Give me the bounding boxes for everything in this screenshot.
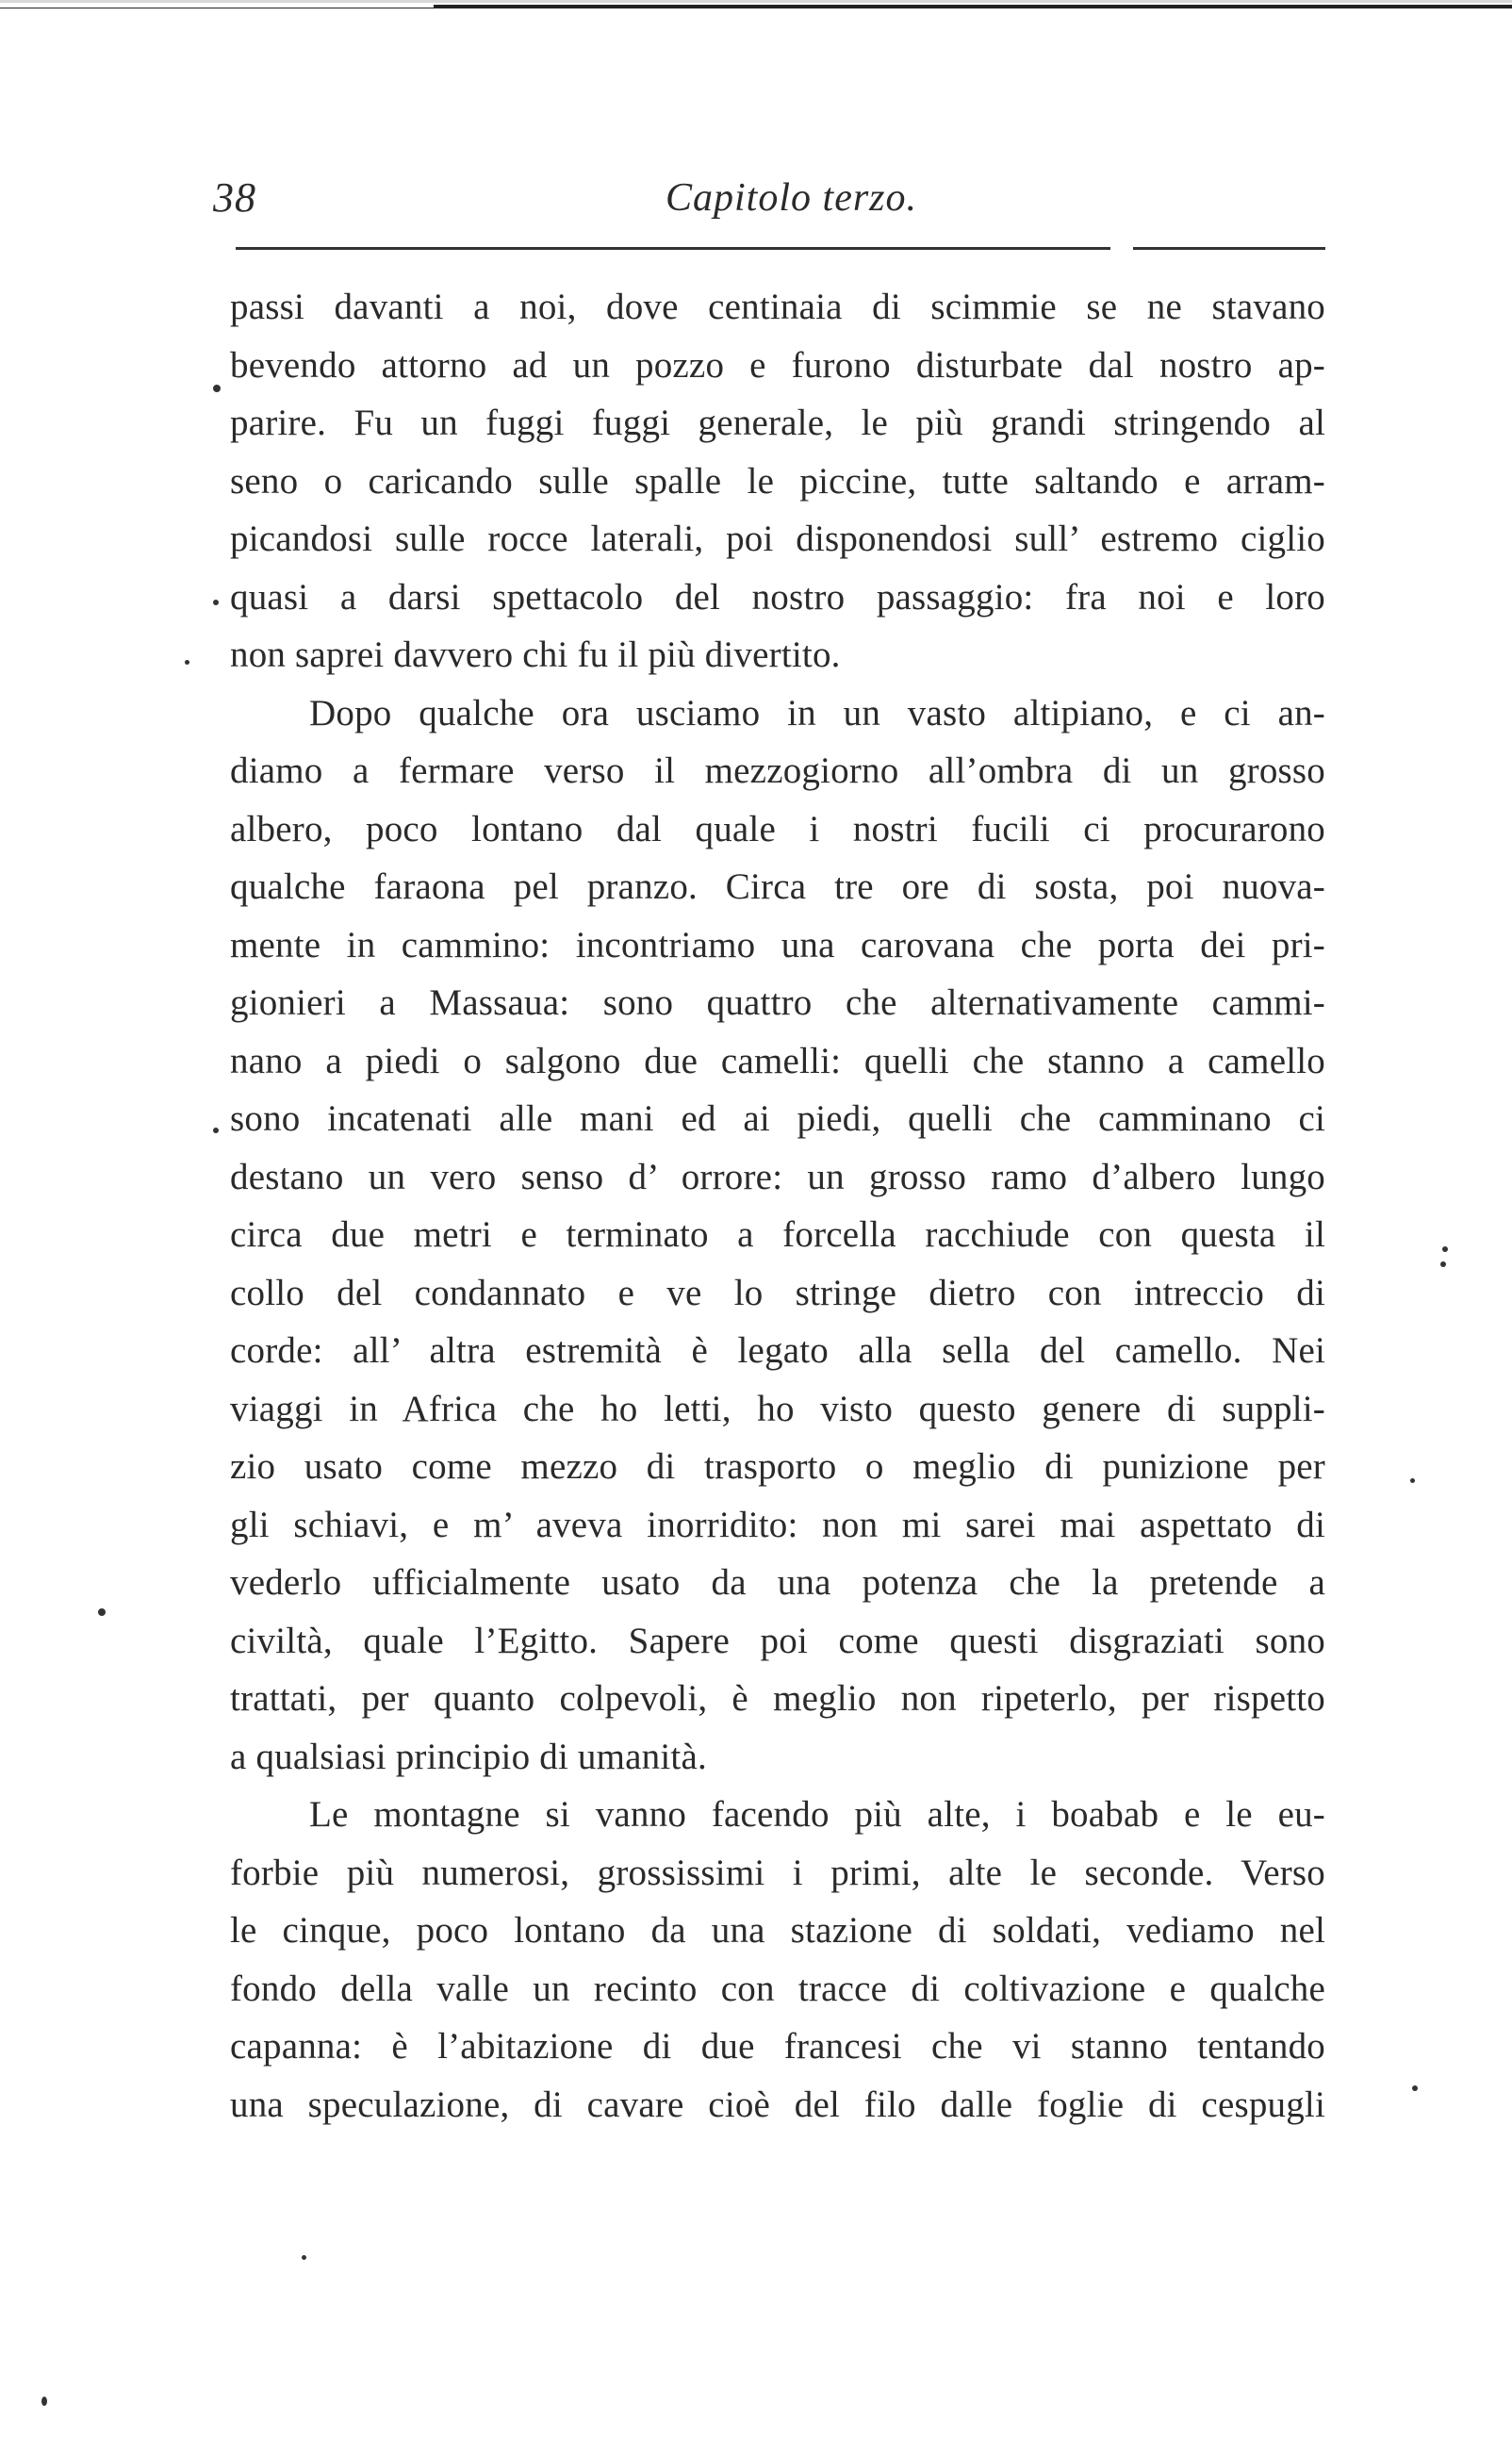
text-line: sono incatenati alle mani ed ai piedi, quelli che camminano ci <box>230 1098 1325 1139</box>
text-line: civiltà, quale l’Egitto. Sapere poi come questi disgraziati sono <box>230 1620 1325 1661</box>
text-line: trattati, per quanto colpevoli, è meglio non ripeterlo, per rispetto <box>230 1678 1325 1719</box>
scan-speck <box>1412 2085 1418 2091</box>
text-line: le cinque, poco lontano da una stazione di soldati, vediamo nel <box>230 1910 1325 1951</box>
scan-speck <box>1440 1261 1446 1267</box>
text-line: circa due metri e terminato a forcella racchiude con questa il <box>230 1214 1325 1255</box>
text-line: vederlo ufficialmente usato da una potenza che la pretende a <box>230 1562 1325 1603</box>
text-line: Le montagne si vanno facendo più alte, i boabab e le eu- <box>309 1794 1325 1835</box>
scan-speck <box>185 660 189 665</box>
text-line: viaggi in Africa che ho letti, ho visto questo genere di suppli- <box>230 1388 1325 1429</box>
scan-speck <box>1442 1246 1448 1252</box>
text-line: Dopo qualche ora usciamo in un vasto altipiano, e ci an- <box>309 692 1325 733</box>
text-line: corde: all’ altra estremità è legato alla sella del camello. Nei <box>230 1330 1325 1371</box>
text-line: collo del condannato e ve lo stringe dietro con intreccio di <box>230 1272 1325 1313</box>
running-head: Capitolo terzo. <box>666 176 918 220</box>
text-line: forbie più numerosi, grossissimi i primi, alte le seconde. Verso <box>230 1852 1325 1893</box>
text-line: a qualsiasi principio di umanità. <box>230 1736 707 1777</box>
text-line: diamo a fermare verso il mezzogiorno all’ombra di un grosso <box>230 750 1325 791</box>
scan-speck <box>98 1608 106 1616</box>
text-line: quasi a darsi spettacolo del nostro passaggio: fra noi e loro <box>230 576 1325 618</box>
text-line: gionieri a Massaua: sono quattro che alternativamente cammi- <box>230 982 1325 1023</box>
top-edge-rule-gap <box>0 5 434 8</box>
text-line: albero, poco lontano dal quale i nostri fucili ci procurarono <box>230 808 1325 849</box>
body-text <box>230 278 1325 2134</box>
scan-speck <box>41 2397 47 2406</box>
text-line: nano a piedi o salgono due camelli: quelli che stanno a camello <box>230 1040 1325 1081</box>
scan-speck <box>302 2255 306 2260</box>
header-rule-gap <box>1110 247 1133 250</box>
scan-speck <box>213 1128 219 1133</box>
page-number: 38 <box>213 174 256 221</box>
header-rule <box>236 247 1325 250</box>
text-line: bevendo attorno ad un pozzo e furono disturbate dal nostro ap- <box>230 344 1325 386</box>
text-line: passi davanti a noi, dove centinaia di scimmie se ne stavano <box>230 287 1325 327</box>
text-line: non saprei davvero chi fu il più divertito. <box>230 634 841 675</box>
text-line: picandosi sulle rocce laterali, poi disponendosi sull’ estremo ciglio <box>230 519 1325 559</box>
text-line: destano un vero senso d’ orrore: un grosso ramo d’albero lungo <box>230 1156 1325 1197</box>
text-line: fondo della valle un recinto con tracce di coltivazione e qualche <box>230 1968 1325 2009</box>
scan-speck <box>1410 1478 1415 1483</box>
text-line: una speculazione, di cavare cioè del filo dalle foglie di cespugli <box>230 2084 1325 2125</box>
text-line: gli schiavi, e m’ aveva inorridito: non mi sarei mai aspettato di <box>230 1504 1325 1545</box>
text-line: qualche faraona pel pranzo. Circa tre ore di sosta, poi nuova- <box>230 866 1325 907</box>
text-line: mente in cammino: incontriamo una carovana che porta dei pri- <box>230 924 1325 965</box>
scan-speck <box>213 385 221 392</box>
scan-speck <box>213 600 219 605</box>
text-line: zio usato come mezzo di trasporto o meglio di punizione per <box>230 1446 1325 1487</box>
text-line: capanna: è l’abitazione di due francesi che vi stanno tentando <box>230 2026 1325 2067</box>
text-line: parire. Fu un fuggi fuggi generale, le più grandi stringendo al <box>230 403 1325 443</box>
text-line: seno o caricando sulle spalle le piccine, tutte saltando e arram- <box>230 460 1325 502</box>
